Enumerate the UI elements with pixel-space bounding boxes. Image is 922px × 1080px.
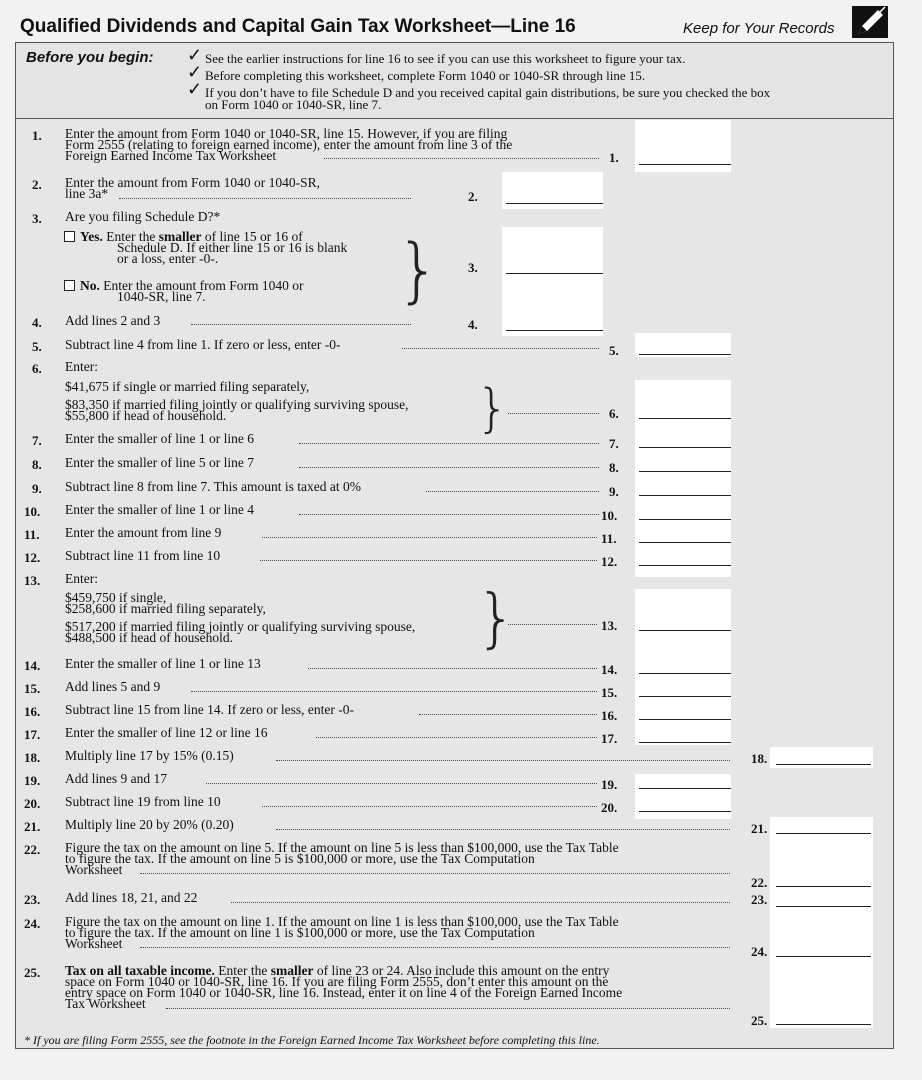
leader-dots [262, 806, 597, 807]
line-23-entry[interactable] [776, 906, 871, 907]
line-text: or a loss, enter -0-. [117, 251, 219, 266]
leader-dots [419, 714, 597, 715]
line-ref-label: 16. [601, 708, 618, 723]
before-you-begin-section [16, 43, 893, 119]
line-ref-label: 21. [751, 821, 768, 836]
line-ref-label: 18. [751, 751, 768, 766]
line-text: $83,350 if married filing jointly or qualifying surviving spouse, [65, 397, 409, 412]
line-20-entry[interactable] [639, 811, 731, 812]
line-text: Add lines 5 and 9 [65, 679, 161, 694]
line-text: Subtract line 19 from line 10 [65, 794, 221, 809]
line-number: 8. [32, 457, 42, 472]
leader-dots [191, 324, 411, 325]
line-13-entry[interactable] [639, 630, 731, 631]
line-text: Enter the amount from Form 1040 or [103, 278, 304, 293]
line-ref-label: 24. [751, 944, 768, 959]
line-4-entry[interactable] [506, 330, 603, 331]
answer-panel [635, 380, 731, 577]
leader-dots [426, 491, 599, 492]
line-text: $258,600 if married filing separately, [65, 601, 266, 616]
line-text: Are you filing Schedule D?* [65, 209, 221, 224]
no-checkbox[interactable] [64, 280, 75, 291]
line-number: 18. [24, 750, 41, 765]
line-text: Form 2555 (relating to foreign earned income), enter the amount from line 3 of the [65, 137, 513, 152]
before-you-begin-item: on Form 1040 or 1040-SR, line 7. [205, 97, 382, 112]
line-ref-label: 22. [751, 875, 768, 890]
line-text: Multiply line 20 by 20% (0.20) [65, 817, 234, 832]
leader-dots [276, 760, 730, 761]
line-number: 24. [24, 916, 41, 931]
line-text: Schedule D. If either line 15 or 16 is blank [117, 240, 348, 255]
line-18-entry[interactable] [776, 764, 871, 765]
line-5-entry[interactable] [639, 354, 731, 355]
line-text: Enter: [65, 571, 98, 586]
line-number: 19. [24, 773, 41, 788]
line-ref-label: 17. [601, 731, 618, 746]
line-text: Subtract line 4 from line 1. If zero or less, enter -0- [65, 337, 341, 352]
no-label: No. [80, 278, 100, 293]
leader-dots [262, 537, 597, 538]
line-11-entry[interactable] [639, 542, 731, 543]
leader-dots [140, 947, 730, 948]
line-24-entry[interactable] [776, 956, 871, 957]
line-number: 7. [32, 433, 42, 448]
line-number: 13. [24, 573, 41, 588]
line-3-entry[interactable] [506, 273, 603, 274]
line-number: 22. [24, 842, 41, 857]
line-text: Enter the amount from Form 1040 or 1040-SR, line 15. However, if you are filing [65, 126, 508, 141]
leader-dots [119, 198, 411, 199]
line-text: $488,500 if head of household. [65, 630, 233, 645]
line-ref-label: 7. [609, 436, 619, 451]
line-number: 25. [24, 965, 41, 980]
yes-label: Yes. [80, 229, 103, 244]
line-10-entry[interactable] [639, 519, 731, 520]
line-text: $517,200 if married filing jointly or qualifying surviving spouse, [65, 619, 416, 634]
line-number: 10. [24, 504, 41, 519]
line-7-entry[interactable] [639, 447, 731, 448]
leader-dots [402, 348, 599, 349]
line-text: Enter the [106, 229, 156, 244]
line-12-entry[interactable] [639, 565, 731, 566]
leader-dots [324, 158, 599, 159]
line-text: of line 23 or 24. Also include this amount on the entry [316, 963, 610, 978]
line-17-entry[interactable] [639, 742, 731, 743]
leader-dots [140, 873, 730, 874]
line-ref-label: 14. [601, 662, 618, 677]
line-text: Tax Worksheet [65, 996, 146, 1011]
line-text-bold: Tax on all taxable income. [65, 963, 215, 978]
leader-dots [206, 783, 597, 784]
answer-panel [502, 227, 603, 336]
line-25-entry[interactable] [776, 1024, 871, 1025]
line-14-entry[interactable] [639, 673, 731, 674]
line-text: Enter the smaller of line 1 or line 4 [65, 502, 254, 517]
line-8-entry[interactable] [639, 471, 731, 472]
line-2-entry[interactable] [506, 203, 603, 204]
line-text: of line 15 or 16 of [204, 229, 303, 244]
line-ref-label: 23. [751, 892, 768, 907]
line-ref-label: 5. [609, 343, 619, 358]
leader-dots [299, 443, 599, 444]
leader-dots [308, 668, 597, 669]
line-text: Enter the smaller of line 12 or line 16 [65, 725, 268, 740]
line-text: Add lines 2 and 3 [65, 313, 161, 328]
line-text: Worksheet [65, 936, 123, 951]
line-ref-label: 4. [468, 317, 478, 332]
checkmark-icon: ✓ [187, 62, 203, 82]
line-number: 3. [32, 211, 42, 226]
line-number: 21. [24, 819, 41, 834]
line-ref-label: 1. [609, 150, 619, 165]
line-number: 17. [24, 727, 41, 742]
line-ref-label: 15. [601, 685, 618, 700]
brace-icon: } [476, 582, 517, 656]
line-text: Figure the tax on the amount on line 1. If the amount on line 1 is less than $100,000, use the Tax Table [65, 914, 619, 929]
line-text: space on Form 1040 or 1040-SR, line 16. If you are filing Form 2555, don’t enter this amount on the [65, 974, 609, 989]
line-number: 12. [24, 550, 41, 565]
line-text: Foreign Earned Income Tax Worksheet [65, 148, 277, 163]
leader-dots [299, 467, 599, 468]
line-number: 15. [24, 681, 41, 696]
line-ref-label: 11. [601, 531, 617, 546]
line-number: 11. [24, 527, 40, 542]
line-ref-label: 20. [601, 800, 618, 815]
line-19-entry[interactable] [639, 788, 731, 789]
line-number: 2. [32, 177, 42, 192]
line-text: Enter the [218, 963, 268, 978]
line-text: Multiply line 17 by 15% (0.15) [65, 748, 234, 763]
answer-panel [770, 817, 873, 1028]
line-text: $55,800 if head of household. [65, 408, 227, 423]
line-text-bold: smaller [270, 963, 314, 978]
answer-panel [635, 589, 731, 745]
checkmark-icon: ✓ [187, 45, 203, 65]
line-21-entry[interactable] [776, 833, 871, 834]
answer-panel [635, 774, 731, 819]
line-text: Enter the amount from Form 1040 or 1040-SR, [65, 175, 320, 190]
brace-icon: } [476, 379, 510, 439]
line-text: Add lines 18, 21, and 22 [65, 890, 198, 905]
line-number: 5. [32, 339, 42, 354]
line-22-entry[interactable] [776, 886, 871, 887]
line-number: 9. [32, 481, 42, 496]
leader-dots [299, 514, 599, 515]
line-text: line 3a* [65, 186, 109, 201]
line-15-entry[interactable] [639, 696, 731, 697]
leader-dots [231, 902, 730, 903]
before-you-begin-item: Before completing this worksheet, complete Form 1040 or 1040-SR through line 15. [205, 68, 646, 83]
leader-dots [276, 829, 730, 830]
line-ref-label: 10. [601, 508, 618, 523]
line-ref-label: 6. [609, 406, 619, 421]
before-you-begin-item: If you don’t have to file Schedule D and you received capital gain distributions, be sure you checked the box [205, 85, 771, 100]
line-ref-label: 9. [609, 484, 619, 499]
line-number: 23. [24, 892, 41, 907]
line-number: 14. [24, 658, 41, 673]
line-number: 16. [24, 704, 41, 719]
leader-dots [508, 413, 599, 414]
worksheet-title: Qualified Dividends and Capital Gain Tax Worksheet—Line 16 [20, 16, 576, 37]
line-text: Subtract line 8 from line 7. This amount is taxed at 0% [65, 479, 361, 494]
leader-dots [508, 624, 597, 625]
line-9-entry[interactable] [639, 495, 731, 496]
line-text-bold: smaller [158, 229, 202, 244]
line-ref-label: 25. [751, 1013, 768, 1028]
yes-checkbox[interactable] [64, 231, 75, 242]
before-you-begin-item: See the earlier instructions for line 16 to see if you can use this worksheet to figure your tax. [205, 51, 686, 66]
line-text: Add lines 9 and 17 [65, 771, 167, 786]
line-text: Subtract line 15 from line 14. If zero or less, enter -0- [65, 702, 355, 717]
line-ref-label: 2. [468, 189, 478, 204]
pencil-icon [852, 6, 888, 38]
line-text: Figure the tax on the amount on line 5. If the amount on line 5 is less than $100,000, use the Tax Table [65, 840, 619, 855]
line-text: $41,675 if single or married filing separately, [65, 379, 310, 394]
line-number: 20. [24, 796, 41, 811]
footnote: * If you are filing Form 2555, see the footnote in the Foreign Earned Income Tax Worksheet before completing this line. [24, 1033, 600, 1047]
line-text: Enter: [65, 359, 98, 374]
line-number: 1. [32, 128, 42, 143]
leader-dots [316, 737, 597, 738]
keep-for-records-label: Keep for Your Records [683, 20, 835, 37]
line-text: Enter the amount from line 9 [65, 525, 222, 540]
line-text: to figure the tax. If the amount on line 1 is $100,000 or more, use the Tax Computation [65, 925, 535, 940]
leader-dots [166, 1008, 730, 1009]
line-16-entry[interactable] [639, 719, 731, 720]
line-ref-label: 13. [601, 618, 618, 633]
line-number: 6. [32, 361, 42, 376]
line-text: to figure the tax. If the amount on line 5 is $100,000 or more, use the Tax Computation [65, 851, 535, 866]
brace-icon: } [396, 229, 441, 311]
line-number: 4. [32, 315, 42, 330]
line-text: Enter the smaller of line 1 or line 13 [65, 656, 261, 671]
line-text: Subtract line 11 from line 10 [65, 548, 221, 563]
leader-dots [260, 560, 597, 561]
line-ref-label: 12. [601, 554, 618, 569]
leader-dots [191, 691, 597, 692]
line-text: Worksheet [65, 862, 123, 877]
line-text: 1040-SR, line 7. [117, 289, 206, 304]
line-ref-label: 8. [609, 460, 619, 475]
worksheet-frame [15, 42, 894, 1049]
line-ref-label: 19. [601, 777, 618, 792]
line-ref-label: 3. [468, 260, 478, 275]
line-text: Enter the smaller of line 5 or line 7 [65, 455, 254, 470]
checkmark-icon: ✓ [187, 79, 203, 99]
line-text: Enter the smaller of line 1 or line 6 [65, 431, 254, 446]
line-text: $459,750 if single, [65, 590, 167, 605]
line-1-entry[interactable] [639, 164, 731, 165]
line-6-entry[interactable] [639, 418, 731, 419]
line-text: entry space on Form 1040 or 1040-SR, line 16. Instead, enter it on line 4 of the Foreign Earned Income [65, 985, 623, 1000]
before-you-begin-label: Before you begin: [26, 49, 154, 66]
